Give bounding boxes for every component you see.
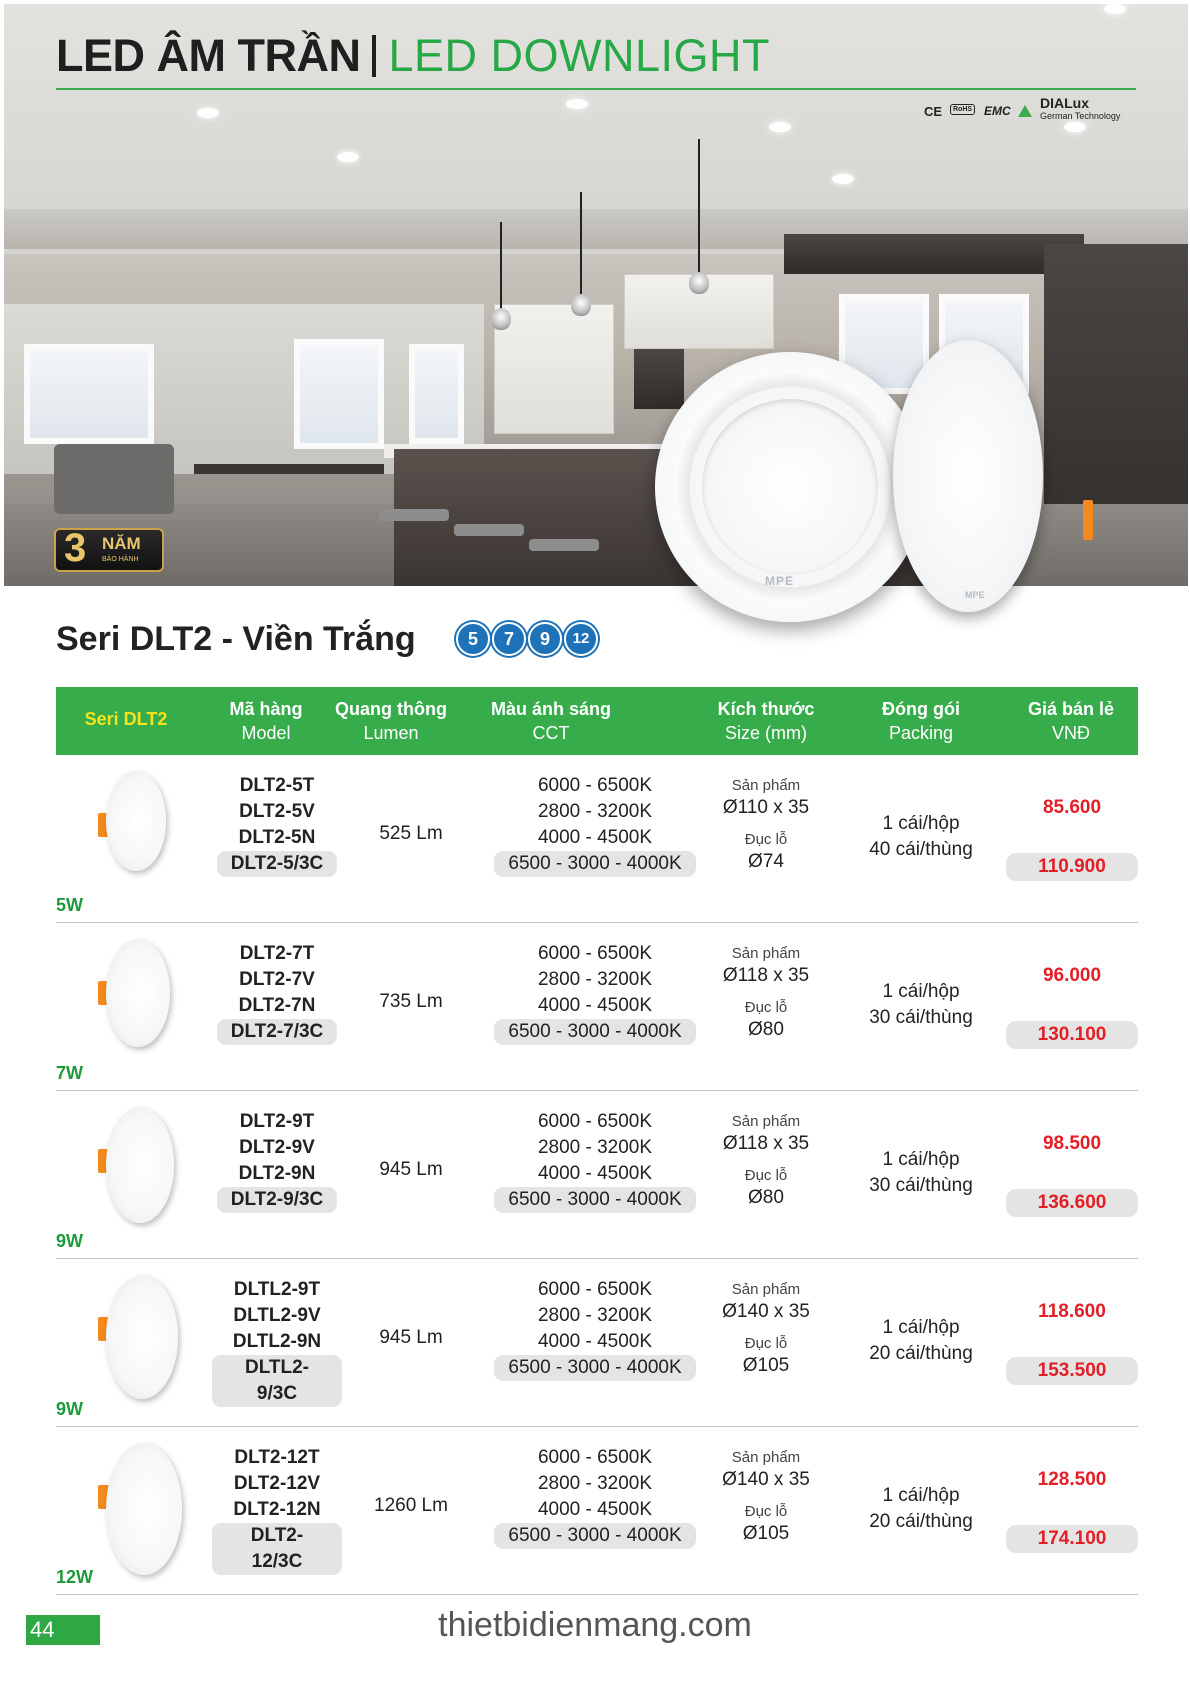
packing-carton: 20 cái/thùng [869, 1343, 973, 1364]
model-code-3c: DLT2-9/3C [217, 1187, 338, 1213]
size-product-value: Ø140 x 35 [722, 1301, 810, 1322]
model-code: DLT2-7T [239, 943, 315, 964]
packing-box: 1 cái/hộp [882, 1317, 960, 1338]
cct-value: 2800 - 3200K [537, 801, 653, 822]
packing-info [836, 979, 1006, 1031]
model-code: DLTL2-9V [233, 1305, 321, 1326]
row-wattage: 9W [56, 1231, 83, 1251]
cct-value-3c: 6500 - 3000 - 4000K [494, 1019, 695, 1045]
cct-value: 6000 - 6500K [537, 1447, 653, 1468]
size-product-label: Sản phẩm [731, 945, 801, 962]
size-cut-value: Ø74 [748, 851, 784, 872]
dialux-logo: DIALux [1040, 95, 1089, 111]
price-single: 85.600 [1042, 797, 1102, 818]
size-info [701, 1111, 831, 1219]
dialux-tagline: German Technology [1040, 111, 1121, 121]
model-code: DLT2-7V [239, 969, 315, 990]
cct-value: 2800 - 3200K [537, 1305, 653, 1326]
footer-website: thietbidienmang.com [438, 1606, 752, 1644]
pendant-cord [580, 192, 582, 296]
ceiling-spot [1104, 4, 1126, 14]
lamp-brand: MPE [765, 574, 795, 588]
cct-list [480, 1277, 710, 1381]
ceiling-spot [566, 99, 588, 109]
model-list [212, 1109, 342, 1213]
model-code: DLTL2-9T [233, 1279, 321, 1300]
size-product-value: Ø118 x 35 [722, 1133, 810, 1154]
hero-cabinet [494, 304, 614, 434]
warranty-label: BẢO HÀNH [102, 556, 139, 563]
warranty-unit: NĂM [102, 534, 141, 553]
model-code: DLT2-9V [239, 1137, 315, 1158]
header-model [206, 697, 326, 745]
table-row [56, 1427, 1138, 1595]
cct-value: 4000 - 4500K [537, 995, 653, 1016]
price-3c-wrap [1006, 1021, 1138, 1049]
hero-oven [634, 349, 684, 409]
header-price-en: VNĐ [1051, 723, 1090, 743]
header-lumen-vi: Quang thông [335, 699, 447, 719]
lumen-value: 525 Lm [379, 823, 443, 844]
model-list [212, 941, 342, 1045]
size-cut-label: Đục lỗ [744, 831, 788, 848]
model-code: DLTL2-9N [232, 1331, 322, 1352]
cct-value: 4000 - 4500K [537, 1163, 653, 1184]
price-single: 128.500 [1037, 1469, 1107, 1490]
hero-window [409, 344, 464, 444]
cct-value: 6000 - 6500K [537, 1111, 653, 1132]
lumen-value: 1260 Lm [374, 1495, 448, 1516]
hero-stool [454, 524, 524, 536]
product-thumbnail [106, 939, 170, 1047]
cct-value: 6000 - 6500K [537, 1279, 653, 1300]
size-cut-value: Ø80 [748, 1019, 784, 1040]
size-cut-value: Ø80 [748, 1187, 784, 1208]
packing-info [836, 1483, 1006, 1535]
price-3c: 130.100 [1006, 1021, 1138, 1049]
product-thumbnail [106, 771, 166, 871]
hero-cabinet-dark [784, 234, 1084, 274]
size-info [701, 1447, 831, 1555]
emc-mark-icon: EMC [984, 104, 1011, 118]
packing-carton: 30 cái/thùng [869, 1175, 973, 1196]
lumen-value: 945 Lm [379, 1159, 443, 1180]
model-list [212, 773, 342, 877]
product-thumbnail [106, 1275, 178, 1399]
ceiling-spot [832, 174, 854, 184]
price-3c: 174.100 [1006, 1525, 1138, 1553]
model-code-3c: DLT2-7/3C [217, 1019, 338, 1045]
cct-value-3c: 6500 - 3000 - 4000K [494, 851, 695, 877]
price-single: 96.000 [1042, 965, 1102, 986]
wattage-badge: 7 [492, 622, 526, 656]
model-code: DLT2-12T [234, 1447, 320, 1468]
packing-info [836, 811, 1006, 863]
model-code: DLT2-5V [239, 801, 315, 822]
header-size-vi: Kích thước [717, 699, 815, 719]
dialux-triangle-icon [1018, 105, 1032, 117]
cct-value: 4000 - 4500K [537, 1331, 653, 1352]
cct-value: 2800 - 3200K [537, 1137, 653, 1158]
packing-carton: 20 cái/thùng [869, 1511, 973, 1532]
price-3c-wrap [1006, 1357, 1138, 1385]
downlight-product-front [655, 352, 925, 622]
size-cut-value: Ø105 [742, 1355, 790, 1376]
model-code: DLT2-7N [238, 995, 316, 1016]
price-3c: 136.600 [1006, 1189, 1138, 1217]
model-code: DLT2-9N [238, 1163, 316, 1184]
ce-mark-icon: CE [924, 104, 943, 119]
lumen-value: 735 Lm [379, 991, 443, 1012]
cct-list [480, 1445, 710, 1549]
size-product-label: Sản phẩm [731, 1113, 801, 1130]
title-separator [372, 35, 376, 77]
model-code: DLT2-12N [233, 1499, 321, 1520]
header-lumen-en: Lumen [363, 723, 419, 743]
size-product-label: Sản phẩm [731, 1449, 801, 1466]
lumen-value: 945 Lm [379, 1327, 443, 1348]
ceiling-spot [769, 122, 791, 132]
header-price [1006, 697, 1136, 745]
hero-dining-table [194, 464, 384, 474]
model-list [212, 1445, 342, 1575]
page-number: 44 [26, 1615, 100, 1645]
pendant-cord [698, 139, 700, 274]
product-thumbnail [106, 1107, 174, 1223]
header-cct [476, 697, 626, 745]
row-wattage: 7W [56, 1063, 83, 1083]
packing-info [836, 1147, 1006, 1199]
size-product-value: Ø110 x 35 [722, 797, 810, 818]
model-code: DLT2-12V [233, 1473, 321, 1494]
cct-value-3c: 6500 - 3000 - 4000K [494, 1523, 695, 1549]
price-3c-wrap [1006, 1189, 1138, 1217]
cct-value: 6000 - 6500K [537, 943, 653, 964]
table-row [56, 923, 1138, 1091]
product-thumbnail [106, 1443, 182, 1575]
packing-info [836, 1315, 1006, 1367]
title-underline [56, 88, 1136, 90]
row-wattage: 9W [56, 1399, 83, 1419]
header-packing-en: Packing [888, 723, 954, 743]
row-wattage: 5W [56, 895, 83, 915]
model-code: DLT2-9T [239, 1111, 315, 1132]
packing-box: 1 cái/hộp [882, 981, 960, 1002]
header-cct-en: CCT [532, 723, 570, 743]
page-title [56, 30, 770, 82]
size-cut-label: Đục lỗ [744, 999, 788, 1016]
cct-value: 4000 - 4500K [537, 827, 653, 848]
cct-value: 2800 - 3200K [537, 969, 653, 990]
lamp-clip [1083, 500, 1093, 540]
cct-value: 2800 - 3200K [537, 1473, 653, 1494]
downlight-diffuser [702, 399, 878, 575]
size-cut-value: Ø105 [742, 1523, 790, 1544]
cct-value: 4000 - 4500K [537, 1499, 653, 1520]
table-row [56, 1259, 1138, 1427]
warranty-years: 3 [64, 526, 87, 570]
wattage-badge: 9 [528, 622, 562, 656]
wattage-badge: 12 [564, 622, 598, 656]
hero-window [294, 339, 384, 449]
price-single: 98.500 [1042, 1133, 1102, 1154]
header-cct-vi: Màu ánh sáng [490, 699, 611, 719]
cct-value: 6000 - 6500K [537, 775, 653, 796]
table-header [56, 687, 1138, 755]
price-3c: 110.900 [1006, 853, 1138, 881]
size-product-label: Sản phẩm [731, 1281, 801, 1298]
wattage-badge: 5 [456, 622, 490, 656]
rohs-mark-icon: RoHS [950, 104, 975, 115]
size-info [701, 1279, 831, 1387]
pendant-cord [500, 222, 502, 310]
price-3c-wrap [1006, 853, 1138, 881]
table-row [56, 755, 1138, 923]
header-packing [851, 697, 991, 745]
series-title: Seri DLT2 - Viền Trắng [56, 620, 416, 658]
header-lumen [326, 697, 456, 745]
row-wattage: 12W [56, 1567, 94, 1587]
packing-carton: 30 cái/thùng [869, 1007, 973, 1028]
pendant-lamp [491, 308, 511, 330]
size-product-value: Ø118 x 35 [722, 965, 810, 986]
pendant-lamp [571, 294, 591, 316]
warranty-badge [54, 528, 164, 572]
packing-box: 1 cái/hộp [882, 813, 960, 834]
ceiling-spot [197, 108, 219, 118]
price-single: 118.600 [1038, 1301, 1106, 1322]
cct-list [480, 1109, 710, 1213]
header-size-en: Size (mm) [725, 723, 807, 743]
hero-stool [379, 509, 449, 521]
hero-window [24, 344, 154, 444]
cct-list [480, 941, 710, 1045]
certification-logos [924, 96, 1138, 122]
hero-sofa [54, 444, 174, 514]
cct-list [480, 773, 710, 877]
price-3c-wrap [1006, 1525, 1138, 1553]
size-product-value: Ø140 x 35 [722, 1469, 810, 1490]
header-size [701, 697, 831, 745]
size-cut-label: Đục lỗ [744, 1335, 788, 1352]
packing-carton: 40 cái/thùng [869, 839, 973, 860]
pendant-lamp [689, 272, 709, 294]
lamp-brand: MPE [965, 590, 985, 600]
size-info [701, 775, 831, 883]
model-code: DLT2-5N [238, 827, 316, 848]
cct-value-3c: 6500 - 3000 - 4000K [494, 1187, 695, 1213]
size-cut-label: Đục lỗ [744, 1167, 788, 1184]
row-divider [56, 1594, 1138, 1595]
title-english: LED DOWNLIGHT [388, 30, 770, 81]
cct-value-3c: 6500 - 3000 - 4000K [494, 1355, 695, 1381]
size-product-label: Sản phẩm [731, 777, 801, 794]
packing-box: 1 cái/hộp [882, 1485, 960, 1506]
header-price-vi: Giá bán lẻ [1027, 699, 1115, 719]
title-vietnamese: LED ÂM TRẦN [56, 30, 361, 81]
ceiling-spot [1064, 122, 1086, 132]
table-row [56, 1091, 1138, 1259]
model-list [212, 1277, 342, 1407]
header-series: Seri DLT2 [84, 709, 168, 729]
size-info [701, 943, 831, 1051]
price-3c: 153.500 [1006, 1357, 1138, 1385]
model-code-3c: DLTL2-9/3C [212, 1355, 342, 1407]
size-cut-label: Đục lỗ [744, 1503, 788, 1520]
header-model-en: Model [241, 723, 291, 743]
model-code-3c: DLT2-12/3C [212, 1523, 342, 1575]
model-code-3c: DLT2-5/3C [217, 851, 338, 877]
header-packing-vi: Đóng gói [882, 699, 960, 719]
model-code: DLT2-5T [239, 775, 315, 796]
downlight-product-side [893, 340, 1043, 612]
hero-stool [529, 539, 599, 551]
packing-box: 1 cái/hộp [882, 1149, 960, 1170]
header-model-vi: Mã hàng [229, 699, 303, 719]
ceiling-spot [337, 152, 359, 162]
